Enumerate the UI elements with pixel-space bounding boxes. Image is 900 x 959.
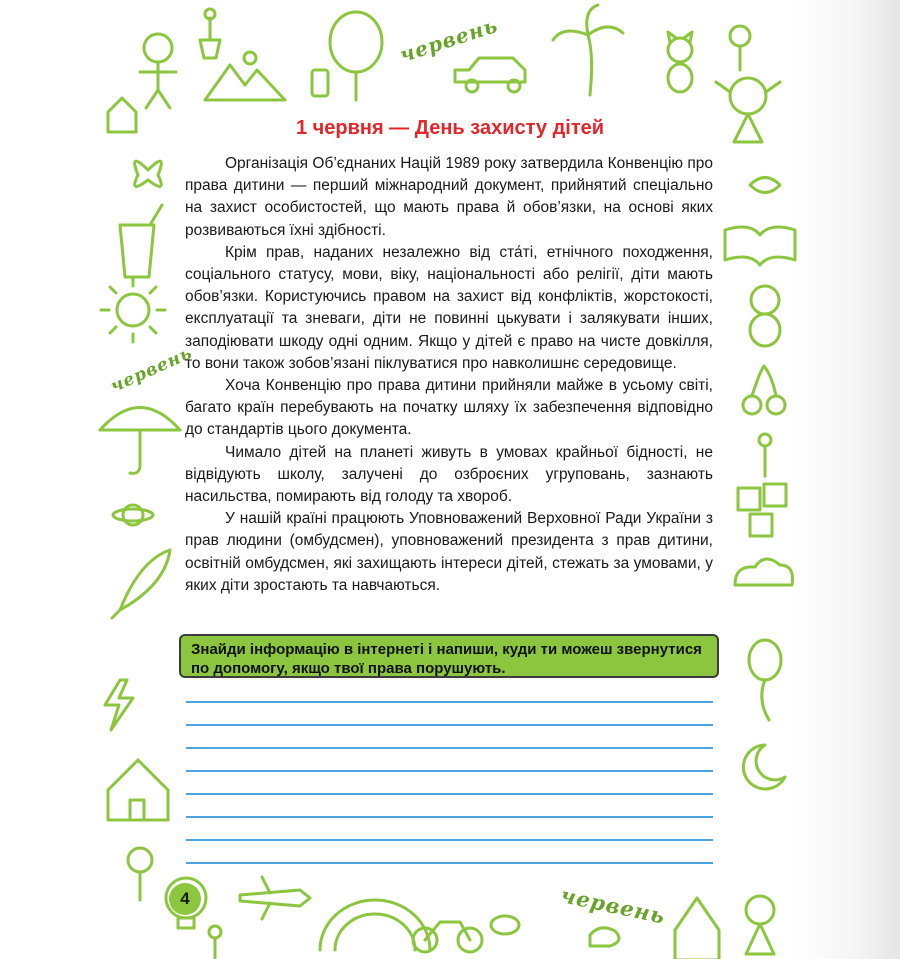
task-text: Знайди інформацію в інтернеті і напиши, куди ти можеш звернутися по допомогу, якщо твої права порушують. xyxy=(191,641,702,677)
rocket-icon xyxy=(112,550,170,618)
task-box xyxy=(179,634,719,678)
page-number: 4 xyxy=(169,883,201,915)
child-icon xyxy=(140,34,176,108)
month-word-bottom: червень xyxy=(558,882,668,929)
answer-line[interactable] xyxy=(186,747,713,749)
child-icon xyxy=(128,848,152,900)
answer-line[interactable] xyxy=(186,816,713,818)
dog-icon xyxy=(590,928,619,946)
answer-line[interactable] xyxy=(186,862,713,864)
bird-icon xyxy=(750,178,780,193)
answer-line[interactable] xyxy=(186,701,713,703)
answer-lines[interactable] xyxy=(186,701,713,885)
girl-icon xyxy=(746,896,774,954)
answer-line[interactable] xyxy=(186,793,713,795)
paragraph: Крім прав, наданих незалежно від ста́ті, етнічного походження, соціального статусу, мови, віку, національності або релігії, діти мають обов’язки. Користуючись правом на захист від конфліктів, жорстокості, експлуатації та зневаги, діти не повинні цькувати і залякувати інших, заподіювати шкоду одні одним. Якщо у дітей є право на чисте довкілля, то вони також зобов’язані піклуватися про навколишнє середовище. xyxy=(185,243,713,372)
paragraph: Чимало дітей на планеті живуть в умовах крайньої бідності, не відвідують школу, залучені до озброєних угруповань, зазнають насильства, помирають від голоду та хвороб. xyxy=(185,443,713,506)
phone-icon xyxy=(312,70,328,96)
flower-icon xyxy=(209,926,221,958)
glass-icon xyxy=(120,205,162,277)
mountains-icon xyxy=(205,52,285,100)
month-word-top: червень xyxy=(396,12,501,68)
article-body xyxy=(185,153,713,597)
cherry-icon xyxy=(743,366,785,414)
blocks-icon xyxy=(738,484,786,536)
girl-icon xyxy=(716,78,780,142)
crab-icon xyxy=(491,916,519,934)
paragraph: У нашій країні працюють Уповноважений Верховної Ради України з прав людини (омбудсмен), уповноважений президента з прав дитини, освітній омбудсмен, які захищають інтереси дітей, стежать за умовами, у яких діти зростають та навчаються. xyxy=(185,510,713,594)
flower-icon xyxy=(759,434,771,476)
palm-icon xyxy=(553,5,623,95)
answer-line[interactable] xyxy=(186,770,713,772)
balloon-icon xyxy=(749,640,781,720)
paragraph: Хоча Конвенцію про права дитини прийняли майже в усьому світі, багато країн перебувають на початку шляху їх забезпечення відповідно до стандартів цього документа. xyxy=(185,377,713,439)
car-icon xyxy=(455,58,525,92)
teddy-bear-icon xyxy=(750,286,780,346)
sun-icon xyxy=(101,278,165,342)
lollipop-icon xyxy=(730,26,750,70)
planet-icon xyxy=(113,505,153,525)
book-icon xyxy=(725,227,795,265)
page-title: 1 червня — День захисту дітей xyxy=(295,117,605,139)
house-icon xyxy=(675,898,719,959)
butterfly-icon xyxy=(135,161,162,186)
tree-icon xyxy=(330,12,382,100)
cat-icon xyxy=(668,32,692,92)
moon-icon xyxy=(743,745,785,789)
house-icon xyxy=(108,760,168,820)
answer-line[interactable] xyxy=(186,839,713,841)
cloud-icon xyxy=(735,559,793,585)
umbrella-icon xyxy=(100,408,180,474)
paragraph: Організація Об’єднаних Націй 1989 року затвердила Конвенцію про права дитини — перший міжнародний документ, прийнятий спеціально на захист особистостей, що мають права й обов’язки, на основі яких розвиваються їхні здібності. xyxy=(185,155,713,239)
lightning-icon xyxy=(105,680,133,730)
house-icon xyxy=(108,98,136,132)
answer-line[interactable] xyxy=(186,724,713,726)
flower-pot-icon xyxy=(200,9,220,58)
month-word-left: червень xyxy=(107,343,196,397)
